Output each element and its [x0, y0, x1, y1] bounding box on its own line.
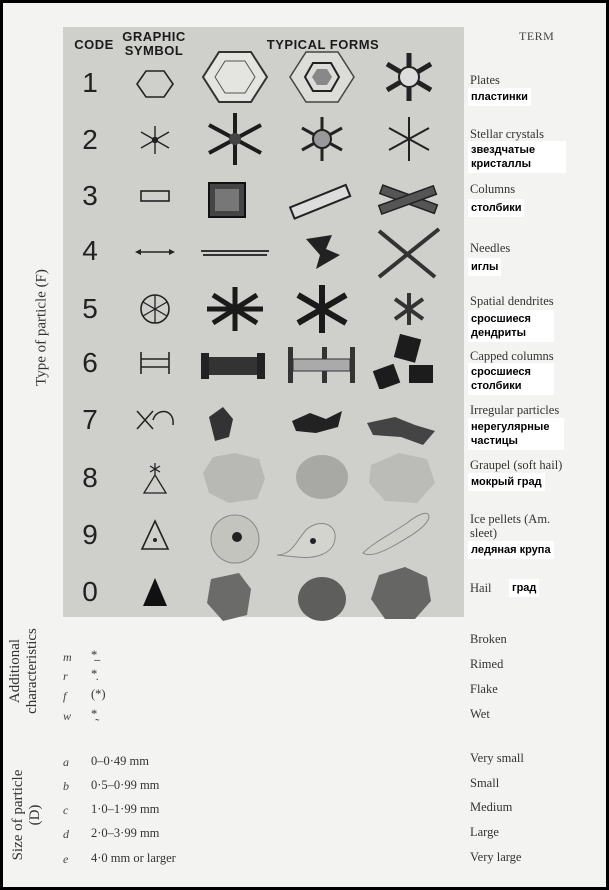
code-8: 8	[82, 462, 98, 493]
star-icon	[133, 123, 177, 157]
term-ru-columns: столбики	[468, 199, 524, 217]
size-range-e: 4·0 mm or larger	[91, 851, 176, 865]
dotted-triangle-icon	[133, 518, 177, 552]
size-letter-c: c	[63, 803, 69, 817]
additional-mark-flake: (*)	[91, 687, 106, 701]
irregular-crystal-image	[286, 397, 358, 453]
additional-mark-wet: *̰	[91, 707, 98, 721]
additional-letter-f: f	[63, 689, 67, 703]
code-9: 9	[82, 519, 98, 550]
term-ru-plates: пластинки	[468, 88, 531, 106]
size-letter-b: b	[63, 779, 69, 793]
hexagon-icon	[133, 67, 177, 101]
term-columns: Columns	[470, 182, 516, 196]
code-7: 7	[82, 404, 98, 435]
capped-column-crystal-image	[199, 337, 271, 393]
column-crystal-image	[373, 173, 445, 229]
term-capped-columns: Capped columns	[470, 349, 554, 363]
term-very-small: Very small	[470, 751, 524, 765]
term-graupel: Graupel (soft hail)	[470, 458, 563, 472]
plate-crystal-image	[373, 49, 445, 105]
term-ice-pellets: Ice pellets (Am. sleet)	[470, 512, 551, 540]
code-1: 1	[82, 67, 98, 98]
code-4: 4	[82, 235, 98, 266]
irregular-crystal-image	[365, 397, 437, 453]
capped-column-crystal-image	[286, 337, 358, 393]
stellar-crystal-image	[373, 111, 445, 167]
term-medium: Medium	[470, 800, 513, 814]
label-type-of-particle: Type of particle (F)	[33, 269, 50, 386]
code-2: 2	[82, 124, 98, 155]
size-range-c: 1·0–1·99 mm	[91, 802, 160, 816]
term-flake: Flake	[470, 682, 498, 696]
term-hail: Hail	[470, 581, 492, 595]
dendrite-crystal-image	[373, 281, 445, 337]
stellar-crystal-image	[286, 111, 358, 167]
label-additional-characteristics: Additional characteristics	[7, 628, 40, 714]
code-0: 0	[82, 576, 98, 607]
term-ru-ice-pellets: ледяная крупа	[468, 541, 554, 559]
irregular-icon	[133, 403, 177, 437]
needle-crystal-image	[199, 225, 271, 281]
dendrite-crystal-image	[286, 281, 358, 337]
term-ru-hail: град	[509, 579, 539, 597]
code-5: 5	[82, 293, 98, 324]
size-letter-a: a	[63, 755, 69, 769]
needle-crystal-image	[286, 225, 358, 281]
term-ru-stellar-crystals: звездчатые кристаллы	[468, 141, 566, 173]
size-range-d: 2·0–3·99 mm	[91, 826, 160, 840]
term-spatial-dendrites: Spatial dendrites	[470, 294, 554, 308]
term-very-large: Very large	[470, 850, 522, 864]
hail-stone-image	[365, 565, 437, 621]
term-ru-capped-columns: сросшиеся столбики	[468, 363, 554, 395]
term-stellar-crystals: Stellar crystals	[470, 127, 544, 141]
term-wet: Wet	[470, 707, 490, 721]
term-irregular-particles: Irregular particles	[470, 403, 560, 417]
column-crystal-image	[286, 173, 358, 229]
capped-column-crystal-image	[365, 333, 437, 389]
filled-triangle-icon	[133, 575, 177, 609]
graupel-crystal-image	[286, 449, 358, 505]
column-crystal-image	[199, 173, 271, 229]
graupel-crystal-image	[199, 449, 271, 505]
graupel-crystal-image	[365, 449, 437, 505]
additional-letter-m: m	[63, 650, 72, 664]
term-needles: Needles	[470, 241, 511, 255]
hail-stone-image	[199, 569, 271, 625]
term-small: Small	[470, 776, 500, 790]
header-term: TERM	[519, 29, 555, 43]
additional-mark-broken: *̲	[91, 648, 98, 662]
stellar-crystal-image	[199, 111, 271, 167]
size-letter-d: d	[63, 827, 69, 841]
code-6: 6	[82, 347, 98, 378]
size-range-a: 0–0·49 mm	[91, 754, 149, 768]
term-rimed: Rimed	[470, 657, 504, 671]
rectangle-icon	[133, 179, 177, 213]
term-ru-needles: иглы	[468, 258, 501, 276]
size-range-b: 0·5–0·99 mm	[91, 778, 160, 792]
label-size-of-particle: Size of particle (D)	[10, 769, 43, 861]
ice-pellet-image	[273, 511, 345, 567]
term-ru-irregular-particles: нерегулярные частицы	[468, 418, 564, 450]
header-graphic-symbol: GRAPHIC SYMBOL	[122, 29, 186, 58]
header-typical-forms: TYPICAL FORMS	[266, 37, 380, 52]
header-code: CODE	[74, 37, 114, 52]
spoked-circle-icon	[133, 292, 177, 326]
term-ru-spatial-dendrites: сросшиеся дендриты	[468, 310, 554, 342]
irregular-crystal-image	[199, 397, 271, 453]
plate-crystal-image	[199, 49, 271, 105]
term-broken: Broken	[470, 632, 507, 646]
ice-pellet-image	[199, 511, 271, 567]
needle-crystal-image	[373, 225, 445, 281]
double-arrow-icon	[133, 235, 177, 269]
code-3: 3	[82, 180, 98, 211]
term-large: Large	[470, 825, 499, 839]
additional-mark-rimed: *̣	[91, 667, 98, 681]
size-letter-e: e	[63, 852, 69, 866]
graupel-icon	[133, 461, 177, 495]
additional-letter-w: w	[63, 709, 72, 723]
term-plates: Plates	[470, 73, 500, 87]
additional-letter-r: r	[63, 669, 68, 683]
plate-crystal-image	[286, 49, 358, 105]
hail-stone-image	[286, 569, 358, 625]
ice-pellet-image	[359, 503, 431, 559]
dendrite-crystal-image	[199, 281, 271, 337]
term-ru-graupel: мокрый град	[468, 473, 545, 491]
capped-column-icon	[133, 346, 177, 380]
